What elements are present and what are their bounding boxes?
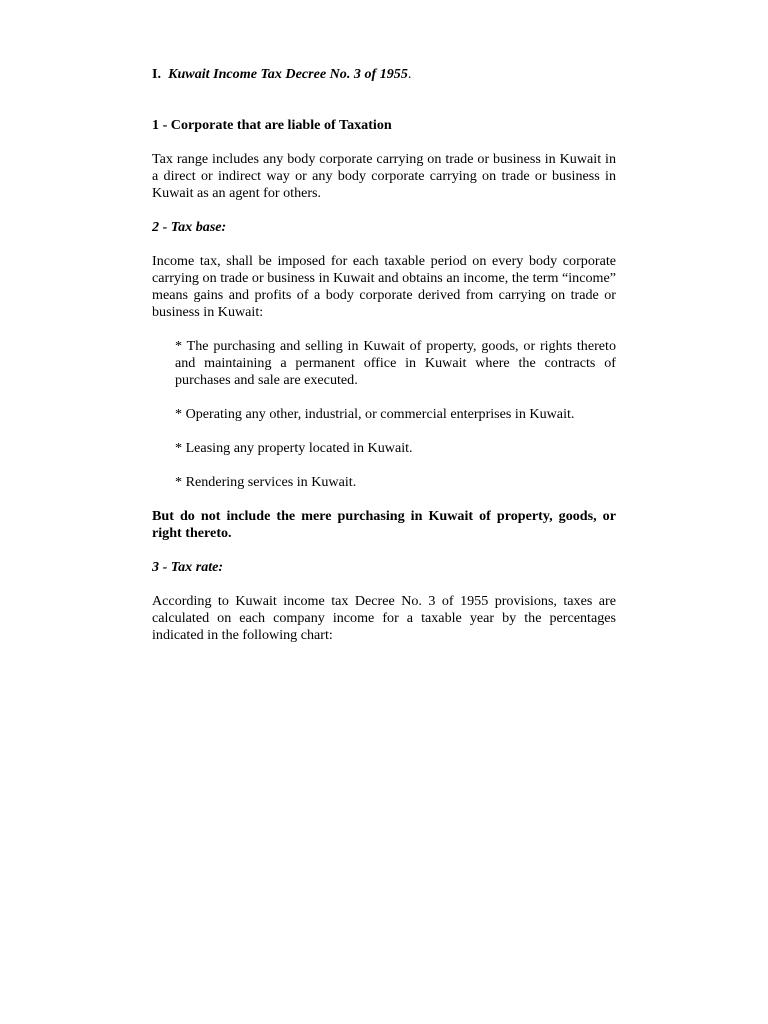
bullet-item: * Rendering services in Kuwait. <box>175 474 357 490</box>
document-page <box>152 66 616 644</box>
section1-body: Tax range includes any body corporate carrying on trade or business in Kuwait in a direct or indirect way or any body corporate carrying on trade or business in Kuwait as an agent for others. <box>152 151 616 201</box>
title-period: . <box>407 66 412 82</box>
bullet-item: * Operating any other, industrial, or commercial enterprises in Kuwait. <box>175 406 575 422</box>
section3-body: According to Kuwait income tax Decree No. 3 of 1955 provisions, taxes are calculated on each company income for a taxable year by the percentages indicated in the following chart: <box>152 593 616 643</box>
section3-heading: 3 - Tax rate: <box>152 559 224 575</box>
bullet-item: * Leasing any property located in Kuwait. <box>175 440 413 456</box>
bullet-item: * The purchasing and selling in Kuwait of property, goods, or rights thereto and maintaining a permanent office in Kuwait where the contracts of purchases and sale are executed. <box>175 338 616 388</box>
section2-body: Income tax, shall be imposed for each taxable period on every body corporate carrying on trade or business in Kuwait and obtains an income, the term “income” means gains and profits of a body corporate derived from carrying on trade or business in Kuwait: <box>152 253 616 320</box>
document-title <box>152 66 616 83</box>
section1-heading: 1 - Corporate that are liable of Taxation <box>152 117 392 133</box>
title-text: Kuwait Income Tax Decree No. 3 of 1955 <box>168 66 408 82</box>
section2-heading: 2 - Tax base: <box>152 219 227 235</box>
title-number: I. <box>152 66 162 82</box>
exclusion-note: But do not include the mere purchasing in Kuwait of property, goods, or right thereto. <box>152 508 616 541</box>
